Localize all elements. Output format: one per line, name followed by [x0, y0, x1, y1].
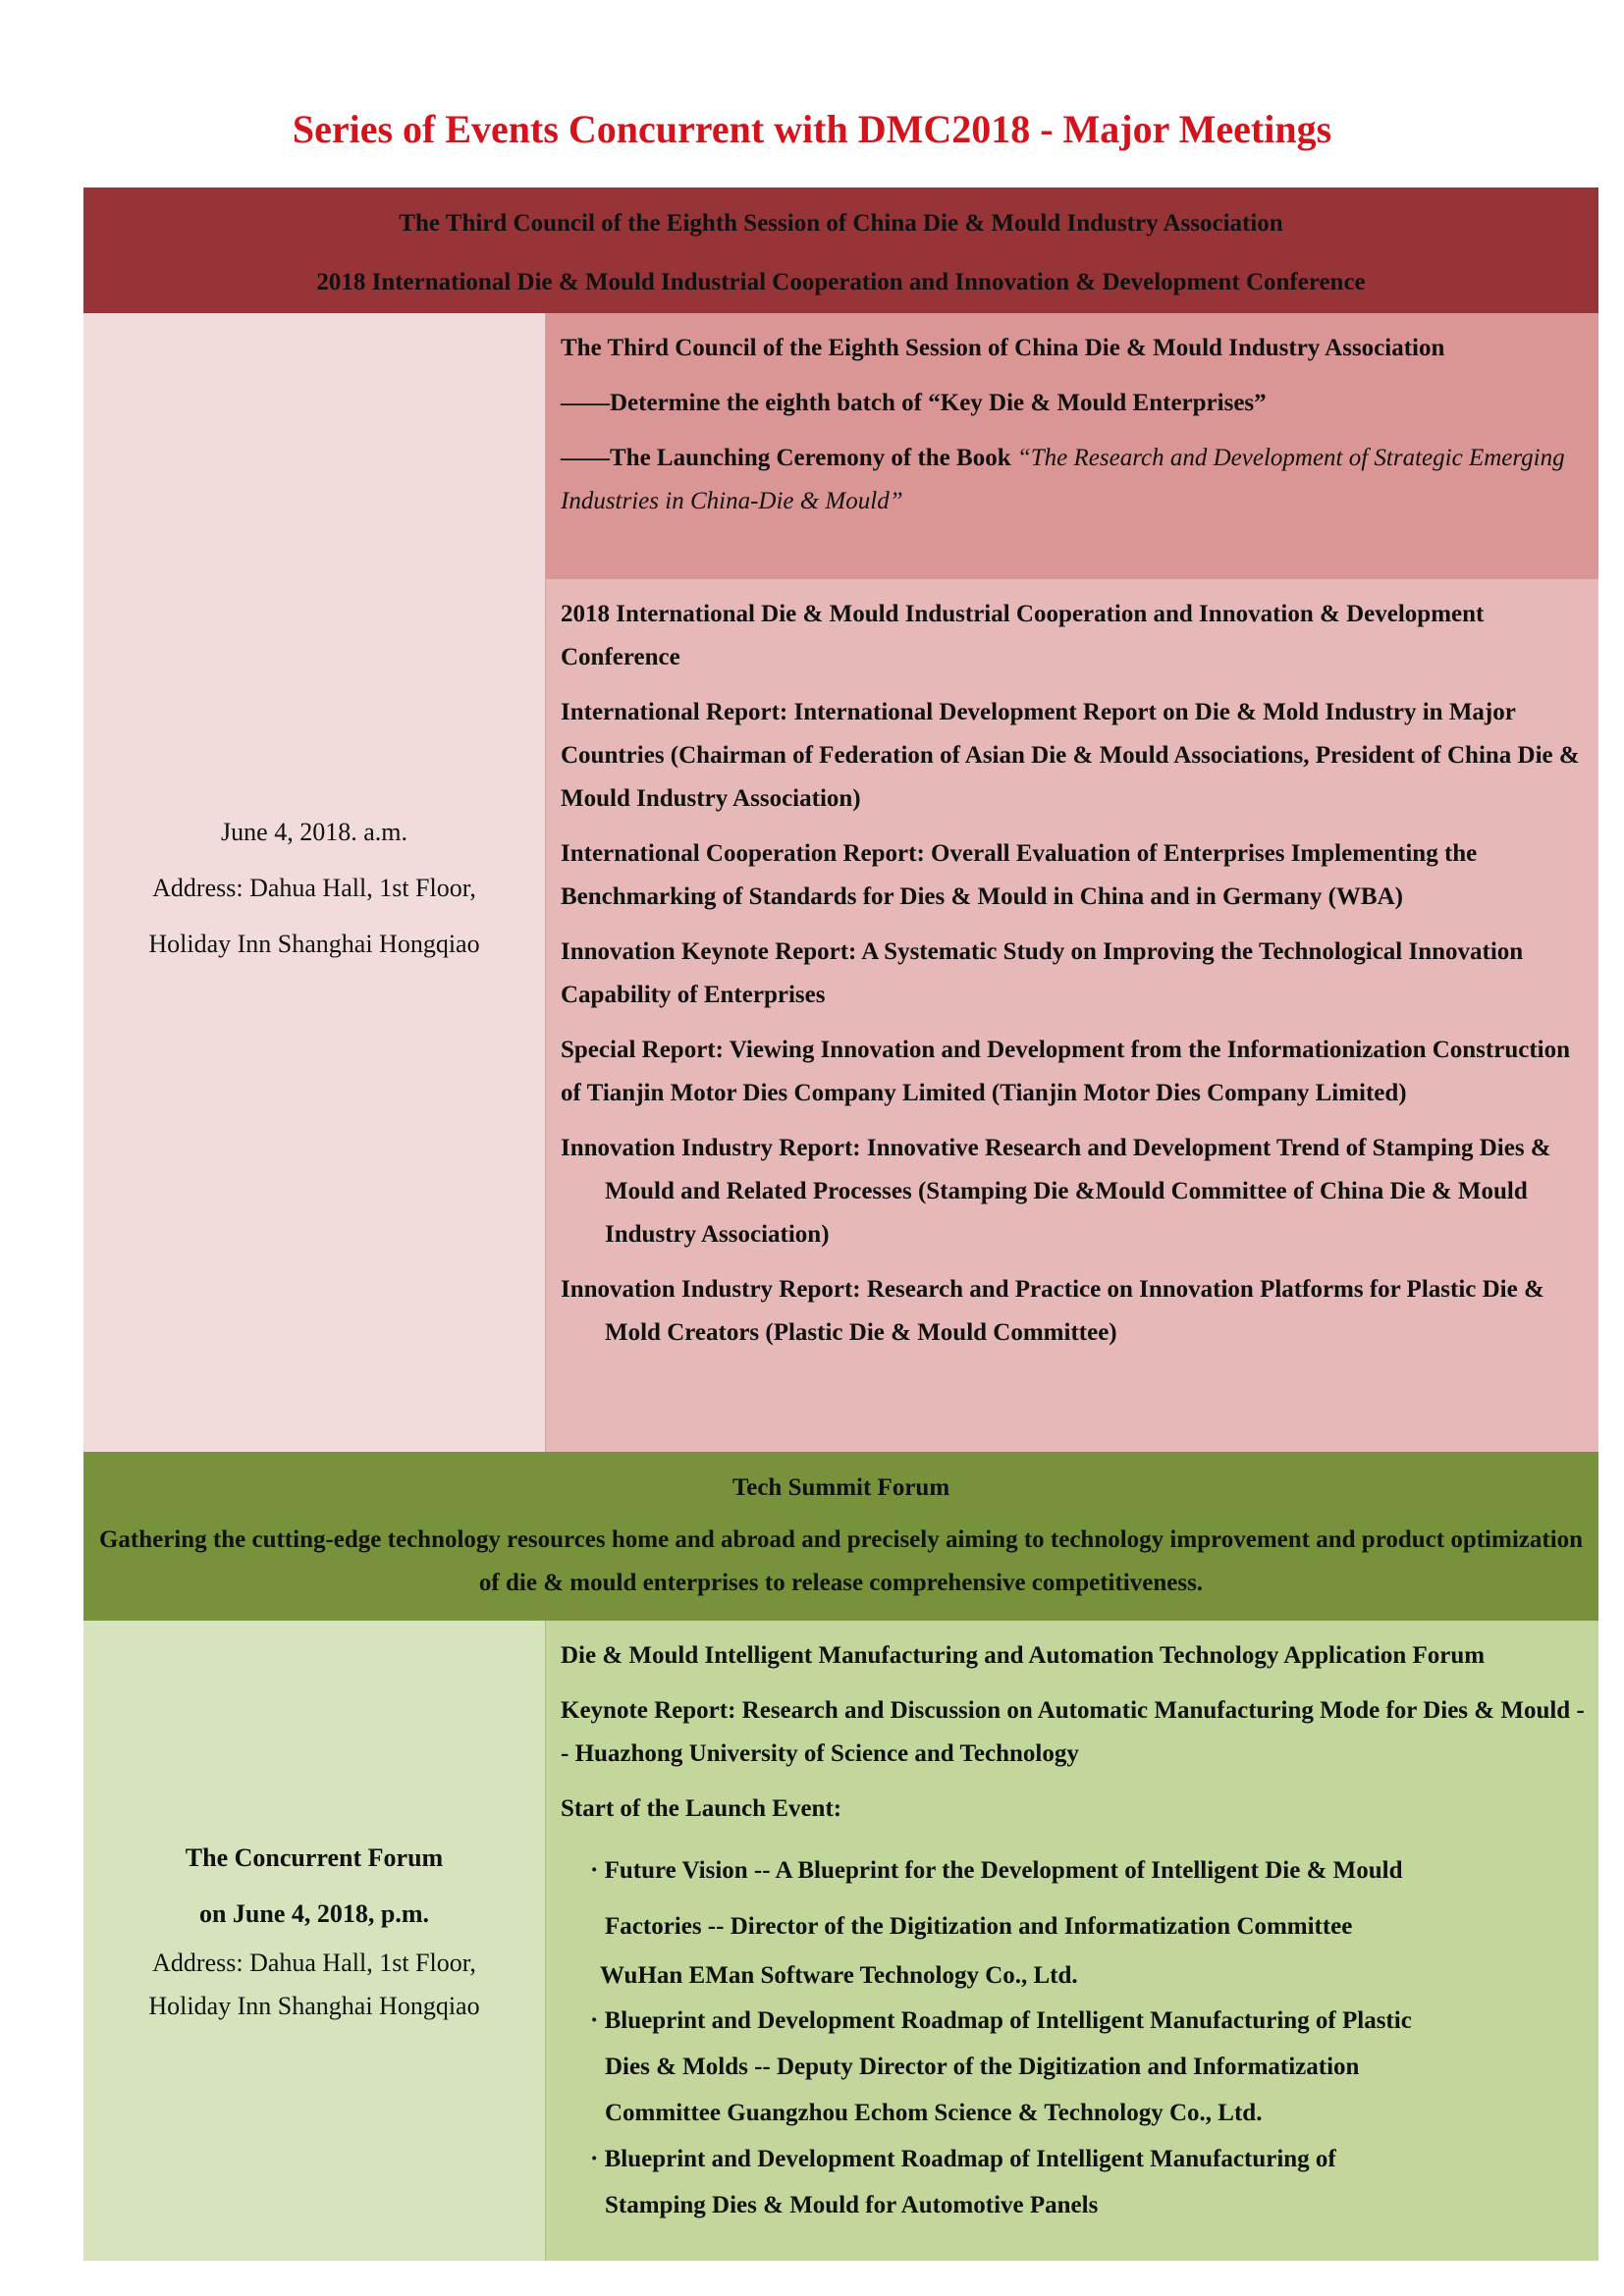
section2-row — [83, 1621, 1598, 2261]
report-innovation-keynote: Innovation Keynote Report: A Systematic Study on Improving the Technological Innovation Capability of Enterprises — [561, 938, 1524, 1008]
council-item-1: ——Determine the eighth batch of “Key Die & Mould Enterprises” — [561, 390, 1267, 416]
section2-header-title: Tech Summit Forum — [731, 1474, 950, 1501]
bullet-1-line-3: WuHan EMan Software Technology Co., Ltd. — [600, 1962, 1078, 1989]
forum-title: Die & Mould Intelligent Manufacturing and Automation Technology Application Forum — [561, 1642, 1486, 1669]
bullet-2-line-3: Committee Guangzhou Echom Science & Technology Co., Ltd. — [605, 2100, 1263, 2126]
section1-header — [83, 187, 1598, 313]
conference-cell — [546, 579, 1598, 1452]
council-title: The Third Council of the Eighth Session of China Die & Mould Industry Association — [561, 335, 1445, 361]
council-cell — [546, 313, 1598, 579]
bullet-2-line-1: · Blueprint and Development Roadmap of Intelligent Manufacturing of Plastic — [590, 2007, 1412, 2034]
bullet-1-line-2: Factories -- Director of the Digitization and Informatization Committee — [605, 1913, 1353, 1940]
section2-header-description: Gathering the cutting-edge technology resources home and abroad and precisely aiming to technology improvement and product optimization of die & mould enterprises to release comprehensive competitiveness. — [98, 1526, 1584, 1596]
report-international: International Report: International Development Report on Die & Mold Industry in Major Countries (Chairman of Federation of Asian Die & Mould Associations, President of China Die & Mould Industry Association) — [561, 699, 1580, 812]
council-item-2-prefix: ——The Launching Ceremony of the Book — [561, 445, 1017, 471]
bullet-3-line-1: · Blueprint and Development Roadmap of Intelligent Manufacturing of — [590, 2146, 1336, 2172]
section1-date: June 4, 2018. a.m. — [221, 817, 407, 846]
section2-right-cell — [546, 1621, 1598, 2261]
book-title: “The Research and Development of Strategic Emerging Industries in China-Die & Mould” — [561, 445, 1565, 514]
page-title: Series of Events Concurrent with DMC2018 - Major Meetings — [292, 107, 1332, 151]
forum-keynote: Keynote Report: Research and Discussion on Automatic Manufacturing Mode for Dies & Mould -- Huazhong University of Science and Technology — [561, 1697, 1585, 1767]
section1-row — [83, 313, 1598, 1452]
section1-header-line1: The Third Council of the Eighth Session of China Die & Mould Industry Association — [399, 210, 1283, 237]
report-innovation-industry-stamping: Innovation Industry Report: Innovative Research and Development Trend of Stamping Dies & Mould and Related Processes (Stamping Die &Mould Committee of China Die & Mould Industry Association) — [561, 1135, 1551, 1248]
section1-right-cell — [546, 313, 1598, 1452]
section2-address-line1: Address: Dahua Hall, 1st Floor, — [152, 1949, 476, 1977]
section1-left-cell — [83, 313, 546, 1452]
section2-address-line2: Holiday Inn Shanghai Hongqiao — [148, 1992, 480, 2020]
section1-address-line1: Address: Dahua Hall, 1st Floor, — [152, 873, 476, 902]
bullet-2-line-2: Dies & Molds -- Deputy Director of the Digitization and Informatization — [605, 2054, 1360, 2080]
bullet-1-line-1: · Future Vision -- A Blueprint for the Development of Intelligent Die & Mould — [590, 1857, 1403, 1884]
section2-date: on June 4, 2018, p.m. — [198, 1899, 430, 1928]
launch-event-title: Start of the Launch Event: — [561, 1795, 842, 1822]
report-special: Special Report: Viewing Innovation and Development from the Informationization Construction of Tianjin Motor Dies Company Limited (Tianjin Motor Dies Company Limited) — [561, 1037, 1571, 1106]
section2-header — [83, 1452, 1598, 1621]
report-cooperation: International Cooperation Report: Overall Evaluation of Enterprises Implementing the Benchmarking of Standards for Dies & Mould in China and in Germany (WBA) — [561, 840, 1478, 910]
report-innovation-industry-plastic: Innovation Industry Report: Research and Practice on Innovation Platforms for Plastic Die & Mold Creators (Plastic Die & Mould Committee) — [561, 1276, 1544, 1346]
conference-title: 2018 International Die & Mould Industrial Cooperation and Innovation & Development Conference — [561, 601, 1485, 670]
section2-left-cell — [83, 1621, 546, 2261]
council-item-2 — [561, 437, 1587, 523]
meetings-table — [83, 187, 1598, 2261]
section1-address-line2: Holiday Inn Shanghai Hongqiao — [148, 929, 480, 958]
section2-forum-title: The Concurrent Forum — [185, 1843, 444, 1872]
bullet-3-line-2: Stamping Dies & Mould for Automotive Panels — [605, 2192, 1099, 2218]
section1-header-line2: 2018 International Die & Mould Industrial Cooperation and Innovation & Development Conference — [316, 269, 1366, 295]
